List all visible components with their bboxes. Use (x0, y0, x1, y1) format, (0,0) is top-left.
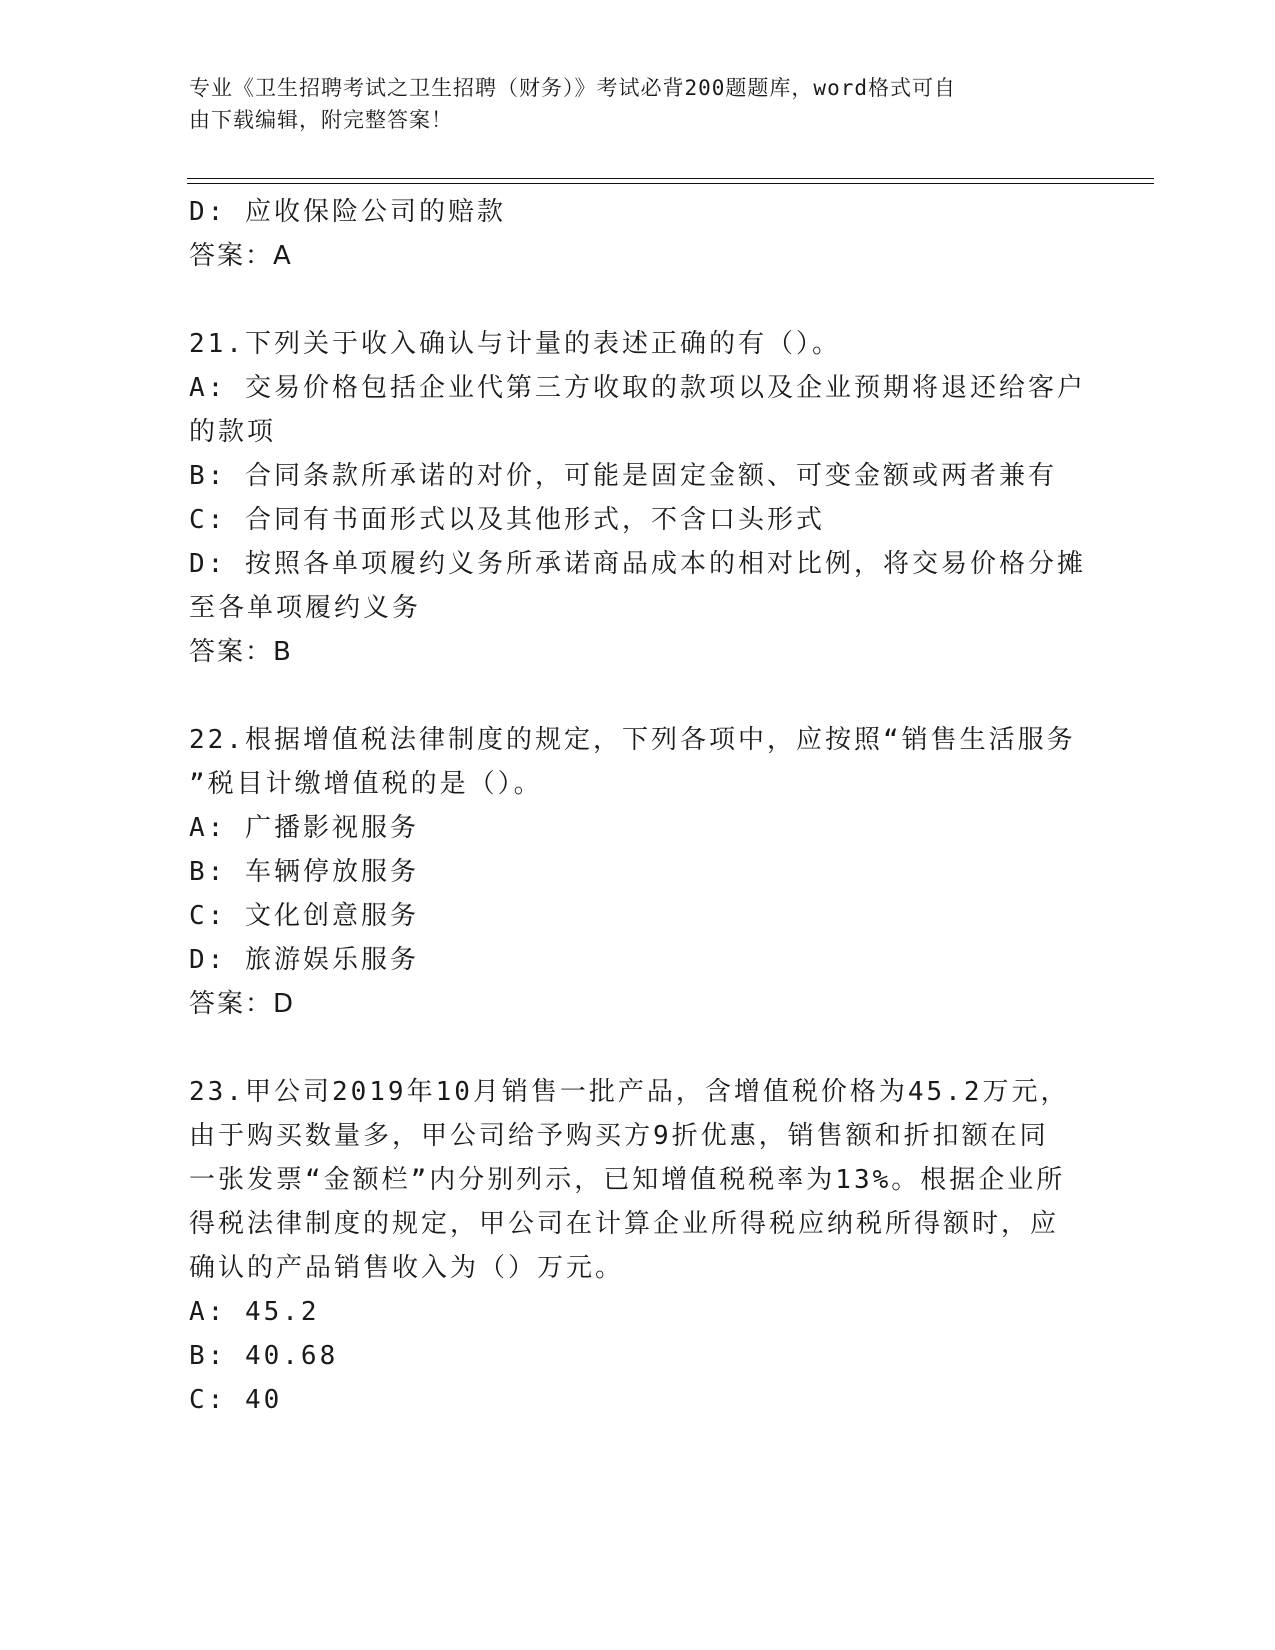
q21-option-a-line-2: 的款项 (189, 417, 277, 447)
header-divider-bottom (187, 183, 1154, 184)
prev-option-d: D: 应收保险公司的赔款 (189, 197, 506, 227)
q23-stem-line-1: 23.甲公司2019年10月销售一批产品，含增值税价格为45.2万元， (189, 1077, 1070, 1107)
q23-stem-line-3: 一张发票“金额栏”内分别列示，已知增值税税率为13%。根据企业所 (189, 1165, 1066, 1195)
question-22 (189, 718, 1089, 1026)
header-line-2: 由下载编辑，附完整答案！ (189, 108, 453, 132)
spacer (189, 674, 1089, 718)
q22-stem-line-1: 22.根据增值税法律制度的规定，下列各项中，应按照“销售生活服务 (189, 725, 1076, 755)
q23-option-b: B: 40.68 (189, 1341, 339, 1371)
q22-stem-line-2: ”税目计缴增值税的是（）。 (189, 769, 543, 799)
q21-option-c: C: 合同有书面形式以及其他形式，不含口头形式 (189, 505, 825, 535)
q23-stem-line-5: 确认的产品销售收入为（）万元。 (189, 1253, 625, 1283)
previous-question-tail (189, 190, 1089, 278)
q23-option-a: A: 45.2 (189, 1297, 320, 1327)
q22-option-c: C: 文化创意服务 (189, 901, 419, 931)
question-21 (189, 322, 1089, 674)
q21-option-a-line-1: A: 交易价格包括企业代第三方收取的款项以及企业预期将退还给客户 (189, 373, 1086, 403)
spacer (189, 278, 1089, 322)
q22-option-d: D: 旅游娱乐服务 (189, 945, 419, 975)
document-header (189, 72, 1069, 136)
q21-option-d-line-1: D: 按照各单项履约义务所承诺商品成本的相对比例，将交易价格分摊 (189, 549, 1086, 579)
q21-answer: 答案：B (189, 637, 293, 667)
q22-option-a: A: 广播影视服务 (189, 813, 419, 843)
spacer (189, 1026, 1089, 1070)
q23-option-c: C: 40 (189, 1385, 283, 1415)
prev-answer: 答案：A (189, 241, 293, 271)
q21-option-d-line-2: 至各单项履约义务 (189, 593, 422, 623)
q22-answer: 答案：D (189, 989, 296, 1019)
header-line-1: 专业《卫生招聘考试之卫生招聘（财务）》考试必背200题题库，word格式可自 (189, 76, 956, 100)
header-divider-top (187, 178, 1154, 179)
q23-stem-line-4: 得税法律制度的规定，甲公司在计算企业所得税应纳税所得额时，应 (189, 1209, 1060, 1239)
q21-stem: 21.下列关于收入确认与计量的表述正确的有（）。 (189, 329, 841, 359)
q23-stem-line-2: 由于购买数量多，甲公司给予购买方9折优惠，销售额和折扣额在同 (189, 1121, 1049, 1151)
q21-option-b: B: 合同条款所承诺的对价，可能是固定金额、可变金额或两者兼有 (189, 461, 1057, 491)
question-content (189, 190, 1089, 1422)
q22-option-b: B: 车辆停放服务 (189, 857, 419, 887)
question-23 (189, 1070, 1089, 1422)
